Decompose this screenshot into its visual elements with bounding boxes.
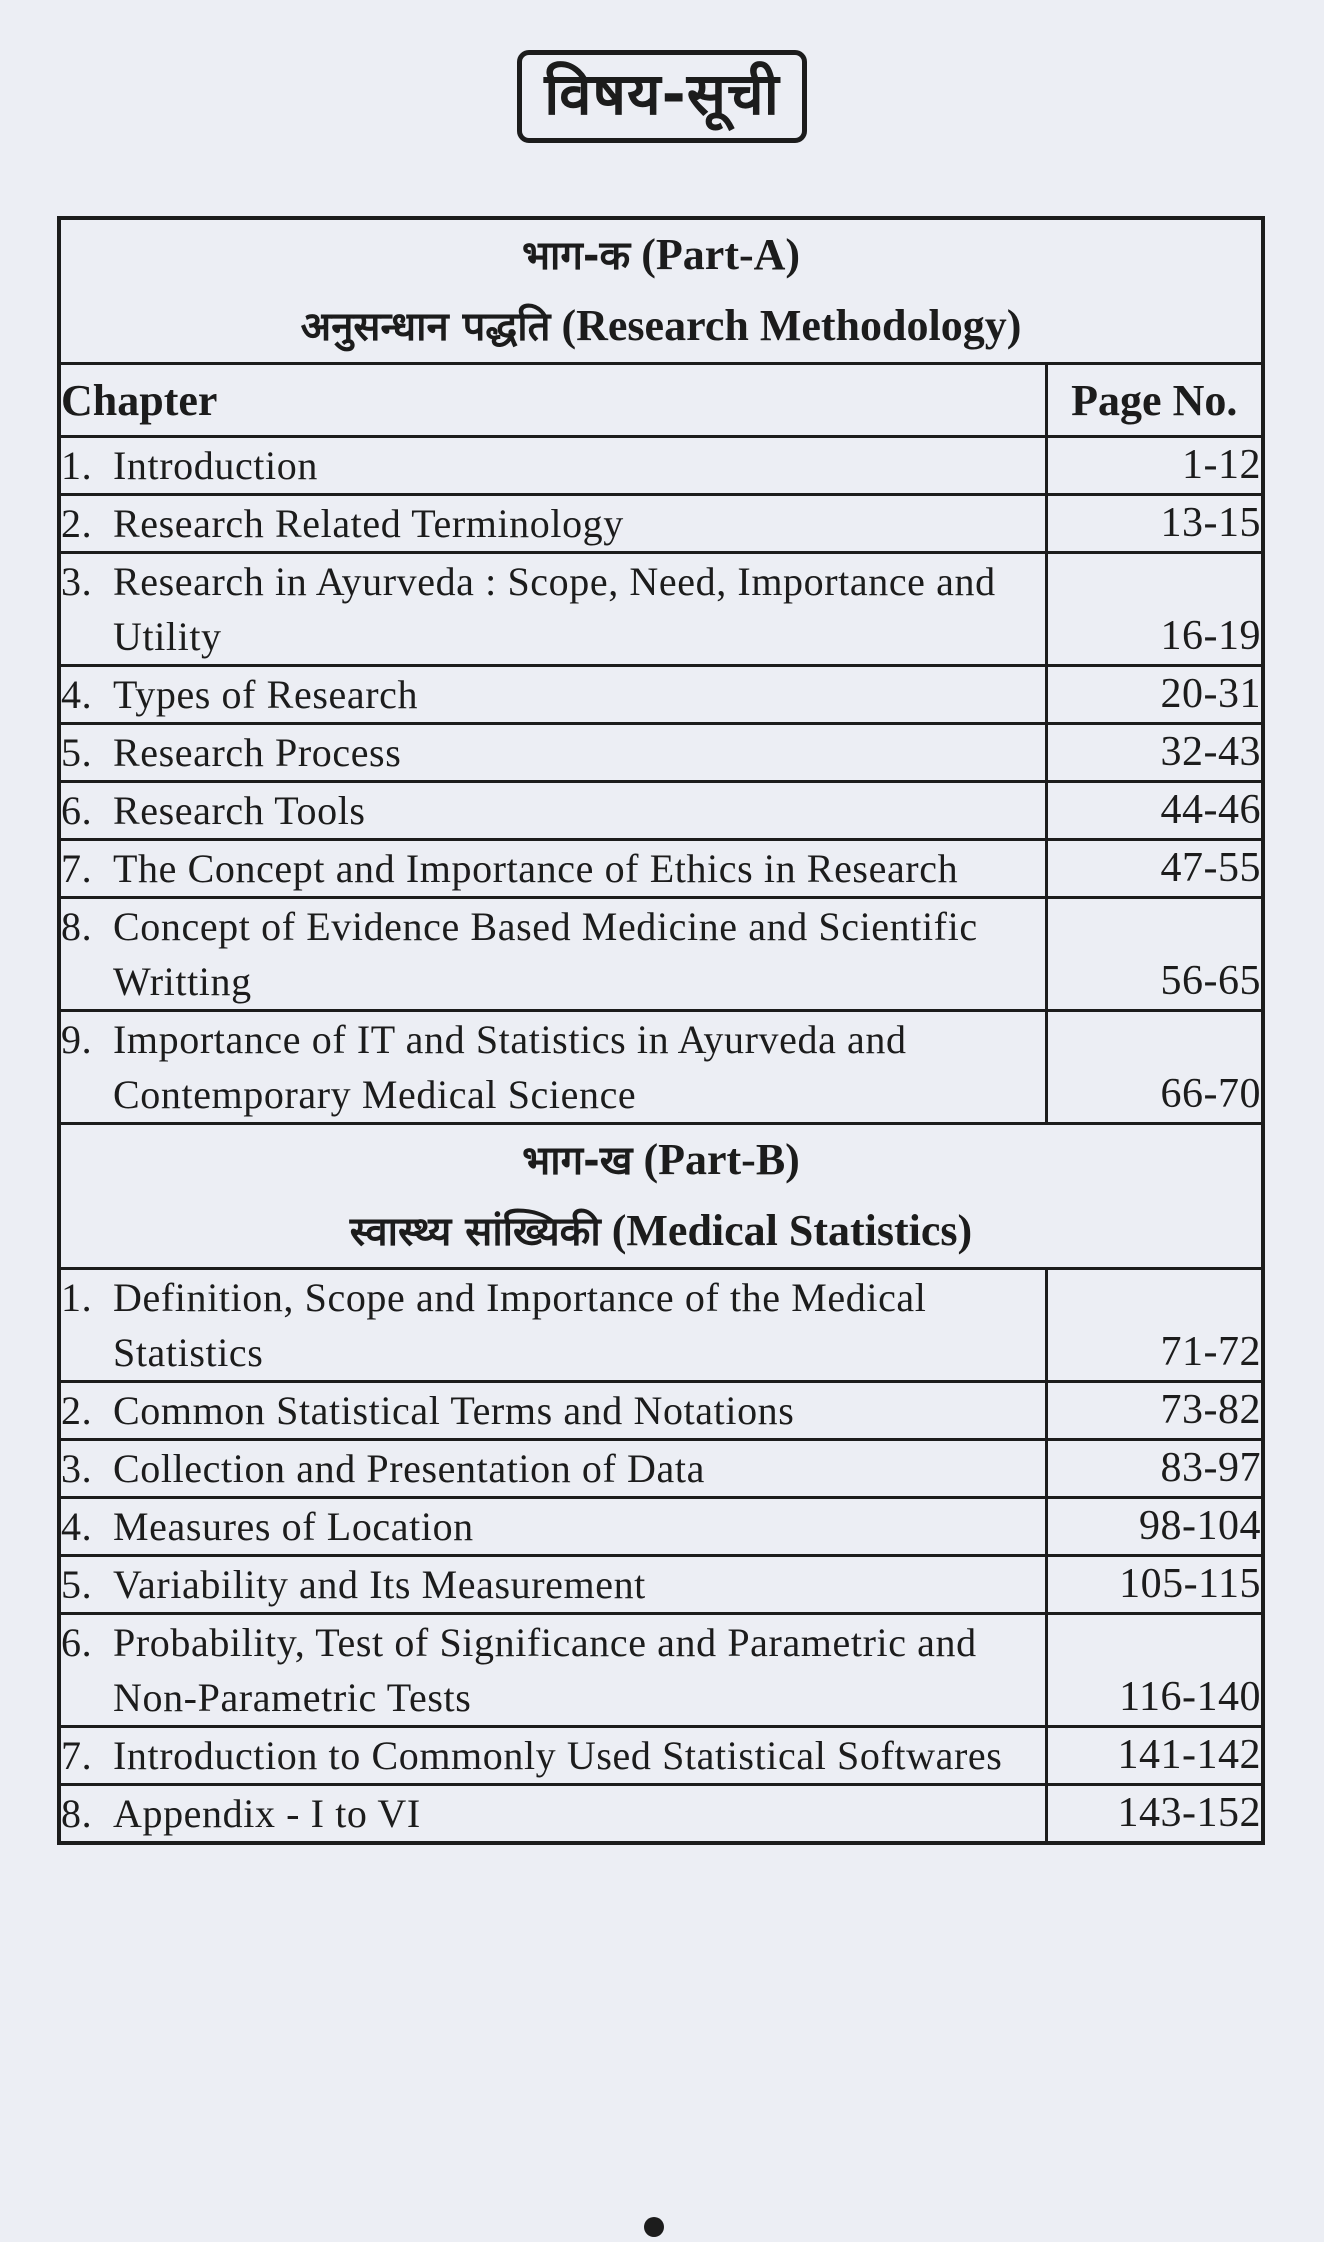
chapter-number: 7. [61, 1733, 93, 1778]
column-header-row [59, 364, 1263, 437]
chapter-number: 4. [61, 672, 93, 717]
table-row [59, 898, 1263, 1011]
chapter-number: 5. [61, 1562, 93, 1607]
page-column-header: Page No. [1046, 364, 1263, 437]
page-range: 44-46 [1046, 782, 1263, 840]
part-a-subject-line [61, 291, 1261, 362]
table-row [59, 782, 1263, 840]
part-b-english-label: (Part-B) [643, 1135, 800, 1184]
page-range: 141-142 [1046, 1727, 1263, 1785]
page-range: 32-43 [1046, 724, 1263, 782]
page-title: विषय-सूची [517, 50, 807, 143]
chapter-title: The Concept and Importance of Ethics in Research [113, 846, 959, 891]
chapter-cell [59, 495, 1046, 553]
chapter-cell [59, 1440, 1046, 1498]
chapter-cell [59, 1269, 1046, 1382]
chapter-title: Variability and Its Measurement [113, 1562, 646, 1607]
chapter-cell [59, 1011, 1046, 1124]
chapter-title: Research Process [113, 730, 402, 775]
chapter-number: 1. [61, 443, 93, 488]
chapter-title: Research in Ayurveda : Scope, Need, Importance and Utility [113, 559, 996, 659]
table-row [59, 1440, 1263, 1498]
chapter-title: Research Tools [113, 788, 366, 833]
page-range: 83-97 [1046, 1440, 1263, 1498]
chapter-cell [59, 782, 1046, 840]
table-row [59, 495, 1263, 553]
chapter-number: 6. [61, 788, 93, 833]
chapter-cell [59, 840, 1046, 898]
chapter-number: 2. [61, 501, 93, 546]
chapter-cell [59, 1614, 1046, 1727]
chapter-number: 5. [61, 730, 93, 775]
part-b-subject-line [61, 1196, 1261, 1267]
chapter-column-header: Chapter [59, 364, 1046, 437]
chapter-title: Measures of Location [113, 1504, 474, 1549]
chapter-number: 7. [61, 846, 93, 891]
chapter-number: 3. [61, 559, 93, 604]
page-range: 66-70 [1046, 1011, 1263, 1124]
title-container [0, 50, 1324, 143]
part-a-english-label: (Part-A) [641, 230, 801, 279]
chapter-number: 8. [61, 904, 93, 949]
part-b-hindi-label: भाग-ख [522, 1138, 633, 1184]
table-row [59, 1727, 1263, 1785]
table-row [59, 1498, 1263, 1556]
chapter-cell [59, 553, 1046, 666]
page-range: 1-12 [1046, 437, 1263, 495]
part-b-title-line [61, 1125, 1261, 1196]
page-dot [644, 2217, 664, 2237]
chapter-cell [59, 437, 1046, 495]
chapter-title: Importance of IT and Statistics in Ayurveda and Contemporary Medical Science [113, 1017, 907, 1117]
page-range: 16-19 [1046, 553, 1263, 666]
chapter-cell [59, 898, 1046, 1011]
table-row [59, 437, 1263, 495]
page-range: 143-152 [1046, 1785, 1263, 1844]
chapter-cell [59, 1382, 1046, 1440]
page-range: 105-115 [1046, 1556, 1263, 1614]
chapter-title: Concept of Evidence Based Medicine and Scientific Writting [113, 904, 978, 1004]
chapter-title: Research Related Terminology [113, 501, 624, 546]
chapter-number: 3. [61, 1446, 93, 1491]
chapter-cell [59, 1785, 1046, 1844]
page-range: 116-140 [1046, 1614, 1263, 1727]
chapter-number: 8. [61, 1791, 93, 1836]
table-row [59, 1614, 1263, 1727]
chapter-number: 9. [61, 1017, 93, 1062]
chapter-cell [59, 666, 1046, 724]
chapter-title: Definition, Scope and Importance of the Medical Statistics [113, 1275, 927, 1375]
table-row [59, 1556, 1263, 1614]
page-range: 47-55 [1046, 840, 1263, 898]
chapter-number: 1. [61, 1275, 93, 1320]
chapter-title: Types of Research [113, 672, 419, 717]
table-row [59, 1269, 1263, 1382]
part-a-title-line [61, 220, 1261, 291]
table-row [59, 1382, 1263, 1440]
part-a-english-subject: (Research Methodology) [561, 301, 1022, 350]
chapter-title: Probability, Test of Significance and Parametric and Non-Parametric Tests [113, 1620, 977, 1720]
part-a-heading [59, 218, 1263, 364]
chapter-title: Appendix - I to VI [113, 1791, 421, 1836]
part-b-english-subject: (Medical Statistics) [611, 1206, 973, 1255]
page-range: 56-65 [1046, 898, 1263, 1011]
chapter-cell [59, 1727, 1046, 1785]
page-range: 71-72 [1046, 1269, 1263, 1382]
table-row [59, 666, 1263, 724]
page-range: 20-31 [1046, 666, 1263, 724]
chapter-cell [59, 1556, 1046, 1614]
page-range: 98-104 [1046, 1498, 1263, 1556]
part-b-heading [59, 1124, 1263, 1269]
table-row [59, 1785, 1263, 1844]
table-row [59, 1011, 1263, 1124]
part-b-hindi-subject: स्वास्थ्य सांख्यिकी [349, 1209, 601, 1255]
chapter-number: 4. [61, 1504, 93, 1549]
chapter-cell [59, 724, 1046, 782]
chapter-title: Introduction to Commonly Used Statistical Softwares [113, 1733, 1003, 1778]
chapter-title: Collection and Presentation of Data [113, 1446, 705, 1491]
part-a-hindi-subject: अनुसन्धान पद्धति [300, 304, 551, 350]
chapter-title: Common Statistical Terms and Notations [113, 1388, 795, 1433]
table-row [59, 553, 1263, 666]
chapter-number: 6. [61, 1620, 93, 1665]
chapter-number: 2. [61, 1388, 93, 1433]
table-row [59, 840, 1263, 898]
chapter-cell [59, 1498, 1046, 1556]
table-row [59, 724, 1263, 782]
part-a-hindi-label: भाग-क [521, 233, 631, 279]
chapter-title: Introduction [113, 443, 318, 488]
page-range: 73-82 [1046, 1382, 1263, 1440]
contents-table [57, 216, 1265, 1845]
page-range: 13-15 [1046, 495, 1263, 553]
